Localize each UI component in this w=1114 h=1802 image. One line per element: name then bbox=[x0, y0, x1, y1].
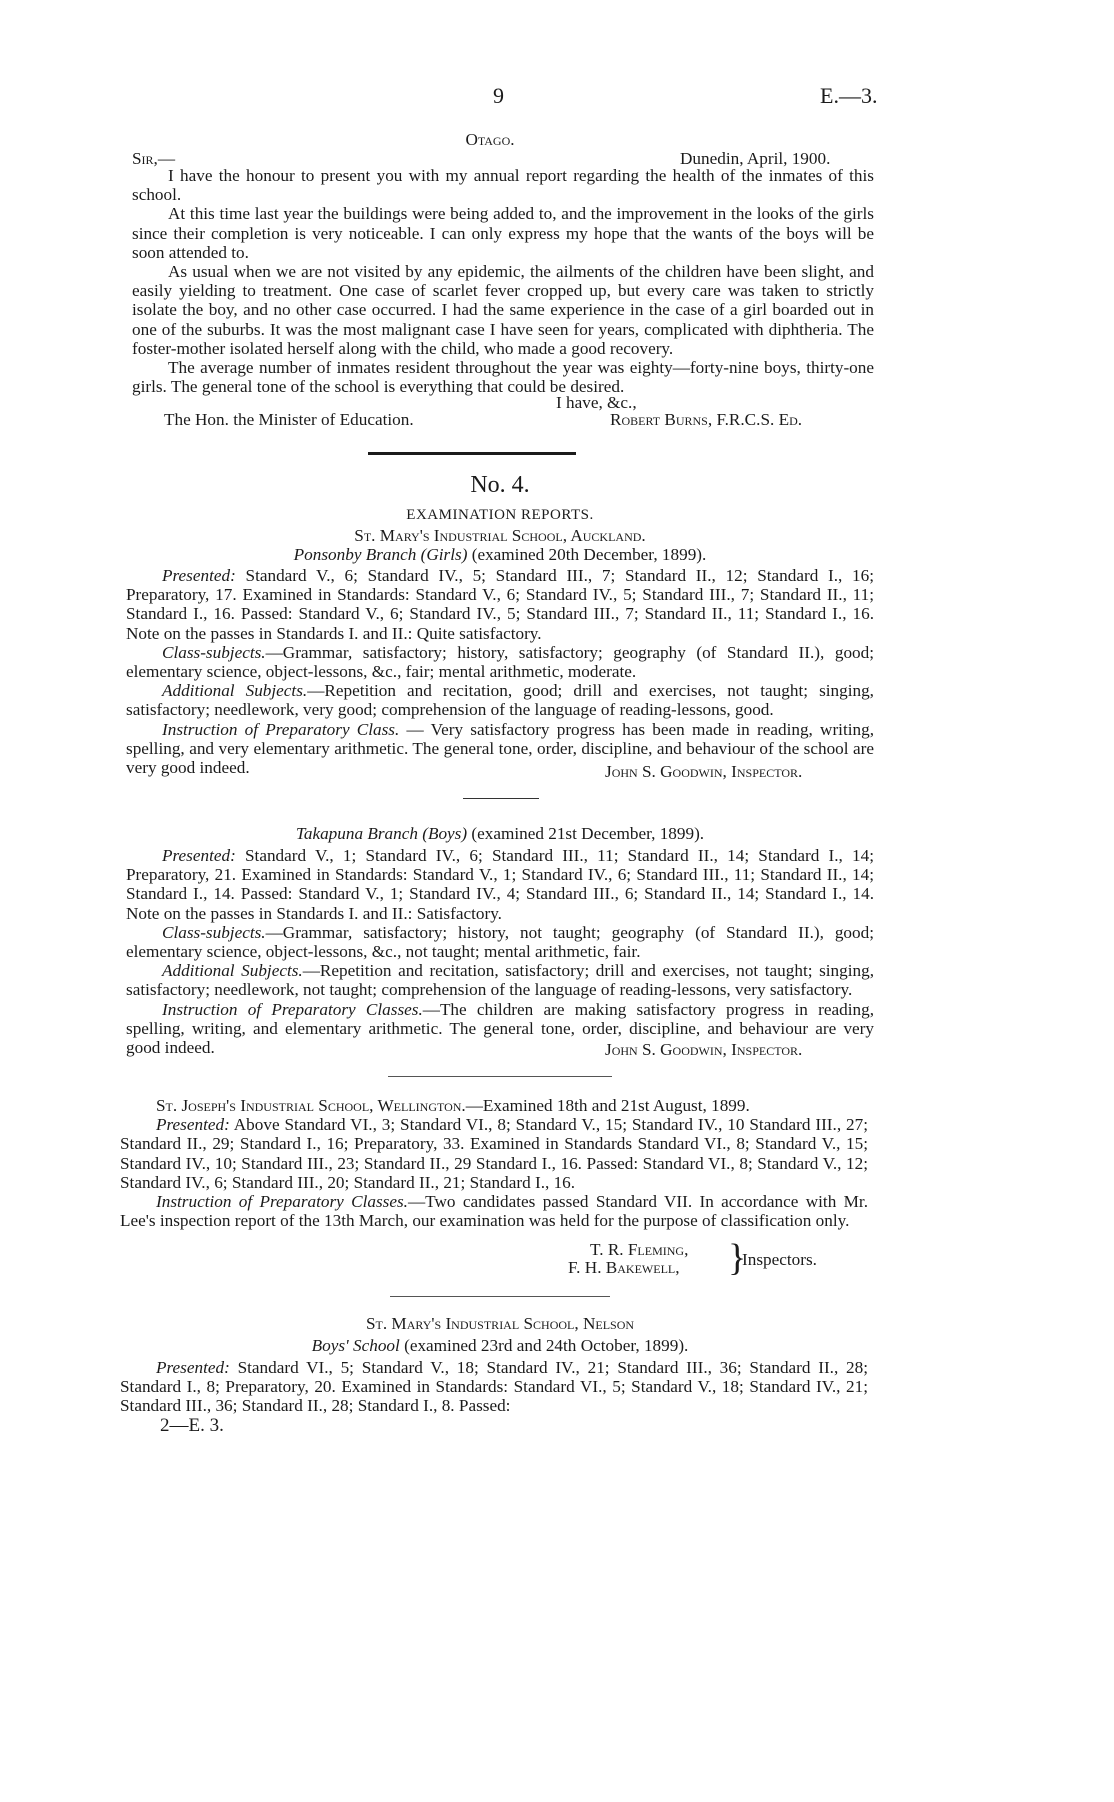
st-joseph-instruction bbox=[120, 1192, 868, 1230]
presented-text: Standard VI., 5; Standard V., 18; Standard IV., 21; Standard III., 36; Standard II., 28; Standard I., 8; Preparatory, 20. Examined in Standards: Standard VI., 5; Standard V., 18; Standard IV., 21; Standard III., 36; Standard II., 28; Standard I., 8. Passed: bbox=[120, 1358, 868, 1416]
section-number: No. 4. bbox=[470, 472, 530, 498]
nelson-presented bbox=[120, 1358, 868, 1416]
inspector-bakewell: F. H. Bakewell, bbox=[568, 1258, 680, 1277]
signature-mark: 2—E. 3. bbox=[160, 1415, 224, 1436]
signature-burns: Robert Burns, F.R.C.S. Ed. bbox=[610, 410, 803, 429]
nelson-examined: (examined 23rd and 24th October, 1899). bbox=[399, 1336, 689, 1355]
divider-2 bbox=[388, 1076, 612, 1077]
st-joseph-presented bbox=[120, 1115, 868, 1192]
class-label: Class-subjects. bbox=[162, 642, 266, 662]
school-auckland: St. Mary's Industrial School, Auckland. bbox=[354, 526, 646, 545]
inspectors-label: Inspectors. bbox=[742, 1250, 817, 1269]
school-nelson: St. Mary's Industrial School, Nelson bbox=[365, 1314, 635, 1333]
ponsonby-presented bbox=[126, 566, 874, 643]
ponsonby-heading bbox=[190, 545, 810, 564]
ponsonby-body bbox=[126, 566, 874, 777]
takapuna-heading bbox=[190, 824, 810, 843]
ponsonby-class-subjects bbox=[126, 643, 874, 681]
nelson-boys-label: Boys' School bbox=[311, 1336, 400, 1355]
st-joseph-school: St. Joseph's Industrial School, Wellington. bbox=[156, 1096, 466, 1115]
instruction-label: Instruction of Preparatory Class. bbox=[162, 719, 400, 739]
additional-label: Additional Subjects. bbox=[162, 681, 308, 701]
divider-3 bbox=[390, 1296, 610, 1297]
brace-glyph: } bbox=[728, 1237, 747, 1279]
nelson-heading bbox=[190, 1336, 810, 1355]
presented-label: Presented: bbox=[156, 1115, 230, 1135]
presented-text: Above Standard VI., 3; Standard VI., 8; Standard V., 15; Standard IV., 10 Standard III., 27; Standard II., 29; Standard I., 16; Preparatory, 33. Examined in Standards Standard VI., 8; Standard V., 15; Standard IV., 10; Standard III., 23; Standard II., 29 Standard I., 16. Passed: Standard VI., 8; Standard V., 12; Standard IV., 6; Standard III., 20; Standard II., 21; Standard I., 16. bbox=[120, 1115, 868, 1192]
nelson-body bbox=[120, 1358, 868, 1416]
ponsonby-examined: (examined 20th December, 1899). bbox=[467, 545, 707, 564]
class-text: —Grammar, satisfactory; history, not taught; geography (of Standard II.), good; elementary science, object-lessons, &c., not taught; mental arithmetic, fair. bbox=[126, 922, 874, 962]
closing: I have, &c., bbox=[556, 393, 637, 412]
inspector-fleming: T. R. Fleming, bbox=[590, 1240, 689, 1259]
section-heading: EXAMINATION REPORTS. bbox=[406, 507, 594, 523]
takapuna-examined: (examined 21st December, 1899). bbox=[467, 824, 705, 843]
instruction-label: Instruction of Preparatory Classes. bbox=[162, 999, 423, 1019]
otago-title: Otago. bbox=[465, 130, 515, 149]
instruction-text: —Two candidates passed Standard VII. In accordance with Mr. Lee's inspection report of the 13th March, our examination was held for the purpose of classification only. bbox=[120, 1192, 868, 1231]
takapuna-additional bbox=[126, 961, 874, 999]
additional-label: Additional Subjects. bbox=[162, 961, 303, 981]
instruction-text: — Very satisfactory progress has been made in reading, writing, spelling, and very elementary arithmetic. The general tone, order, discipline, and behaviour of the school are very good indeed. bbox=[126, 719, 874, 778]
ponsonby-inspector: John S. Goodwin, Inspector. bbox=[605, 762, 803, 781]
presented-text: Standard V., 1; Standard IV., 6; Standard III., 11; Standard II., 14; Standard I., 14; Preparatory, 21. Examined in Standards: Standard V., 1; Standard IV., 6; Standard III., 11; Standard II., 14; Standard I., 14. Passed: Standard V., 1; Standard IV., 4; Standard III., 6; Standard II., 14; Standard I., 14. Note on the passes in Standards I. and II.: Satisfactory. bbox=[126, 846, 874, 923]
takapuna-presented bbox=[126, 846, 874, 923]
class-text: —Grammar, satisfactory; history, satisfactory; geography (of Standard II.), good; elementary science, object-lessons, &c., fair; mental arithmetic, moderate. bbox=[126, 642, 874, 682]
presented-text: Standard V., 6; Standard IV., 5; Standard III., 7; Standard II., 12; Standard I., 16; Preparatory, 17. Examined in Standards: Standard V., 6; Standard IV., 5; Standard III., 7; Standard II., 11; Standard I., 16. Passed: Standard V., 6; Standard IV., 5; Standard III., 7; Standard II., 11; Standard I., 16. Note on the passes in Standards I. and II.: Quite satisfactory. bbox=[126, 566, 874, 643]
presented-label: Presented: bbox=[162, 846, 236, 865]
ponsonby-additional bbox=[126, 681, 874, 719]
takapuna-branch: Takapuna Branch (Boys) bbox=[295, 824, 468, 843]
document-code: E.—3. bbox=[820, 83, 878, 108]
otago-letter-body bbox=[132, 166, 874, 396]
salutation: Sir,— bbox=[132, 149, 176, 168]
ponsonby-branch: Ponsonby Branch (Girls) bbox=[293, 545, 468, 564]
presented-label: Presented: bbox=[156, 1358, 230, 1377]
instruction-label: Instruction of Preparatory Classes. bbox=[156, 1192, 408, 1212]
st-joseph-examined: —Examined 18th and 21st August, 1899. bbox=[465, 1096, 750, 1115]
otago-paragraph-4: The average number of inmates resident throughout the year was eighty—forty-nine boys, thirty-one girls. The general tone of the school is everything that could be desired. bbox=[132, 358, 874, 397]
additional-text: —Repetition and recitation, good; drill and exercises, not taught; singing, satisfactory; needlework, very good; comprehension of the language of reading-lessons, good. bbox=[126, 681, 874, 720]
divider-1 bbox=[463, 798, 539, 799]
otago-paragraph-3: As usual when we are not visited by any epidemic, the ailments of the children have been slight, and easily yielding to treatment. One case of scarlet fever cropped up, but every care was taken to strictly isolate the boy, and no other case occurred. I had the same experience in the case of a girl boarded out in one of the suburbs. It was the most malignant case I have seen for years, complicated with diphtheria. The foster-mother isolated herself along with the child, who made a good recovery. bbox=[132, 262, 874, 358]
st-joseph-body bbox=[120, 1096, 868, 1230]
section-divider-heavy bbox=[368, 452, 576, 455]
instruction-text: —The children are making satisfactory progress in reading, spelling, writing, and elementary arithmetic. The general tone, order, discipline, and behaviour are very good indeed. bbox=[126, 999, 874, 1058]
takapuna-inspector: John S. Goodwin, Inspector. bbox=[605, 1040, 803, 1059]
otago-paragraph-2: At this time last year the buildings were being added to, and the improvement in the looks of the girls since their completion is very noticeable. I can only express my hope that the wants of the boys will be soon attended to. bbox=[132, 204, 874, 262]
page-number: 9 bbox=[493, 83, 504, 108]
takapuna-class-subjects bbox=[126, 923, 874, 961]
additional-text: —Repetition and recitation, satisfactory; drill and exercises, not taught; singing, satisfactory; needlework, not taught; comprehension of the language of reading-lessons, very satisfactory. bbox=[126, 961, 874, 1000]
st-joseph-heading bbox=[120, 1096, 868, 1115]
addressee: The Hon. the Minister of Education. bbox=[164, 410, 414, 429]
presented-label: Presented: bbox=[162, 566, 236, 585]
takapuna-body bbox=[126, 846, 874, 1057]
class-label: Class-subjects. bbox=[162, 922, 266, 942]
otago-paragraph-1: I have the honour to present you with my annual report regarding the health of the inmates of this school. bbox=[132, 166, 874, 205]
place-date: Dunedin, April, 1900. bbox=[680, 149, 831, 168]
